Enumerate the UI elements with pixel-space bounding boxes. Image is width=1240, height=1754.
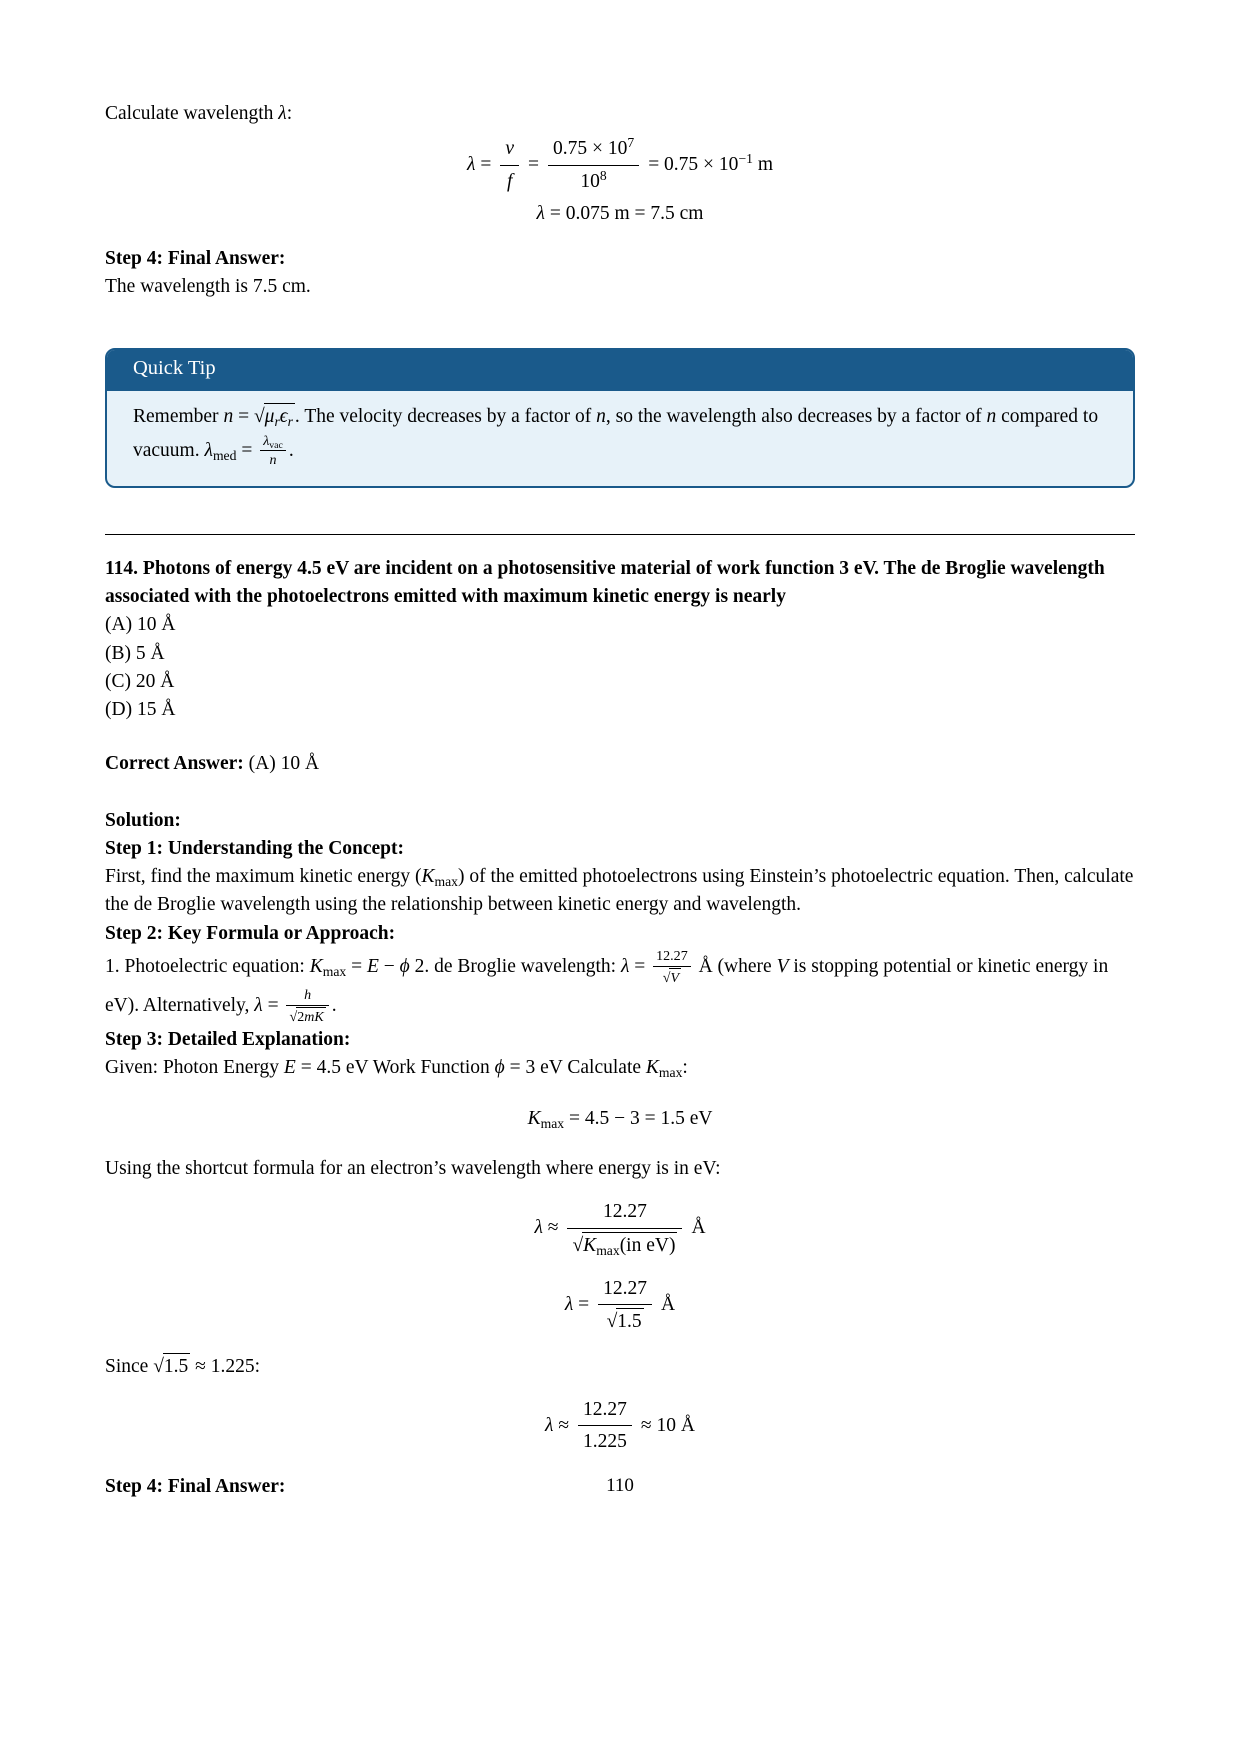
square-root xyxy=(289,1009,325,1025)
step4-text: The wavelength is 7.5 cm. xyxy=(105,276,311,298)
fraction-denominator xyxy=(653,966,691,988)
question-section xyxy=(105,555,1135,779)
fraction-numerator: 12.27 xyxy=(603,1277,648,1299)
correct-answer-line xyxy=(105,750,1135,778)
square-root xyxy=(607,1311,644,1332)
fraction-denominator: 1.225 xyxy=(578,1425,632,1454)
inline-fraction xyxy=(653,948,691,987)
equation-lambda-final xyxy=(105,1397,1135,1455)
radicand: 1.5 xyxy=(163,1353,190,1378)
square-root xyxy=(663,970,681,986)
radical-sign: √ xyxy=(153,1355,164,1377)
tip-text-before-sqrt: Remember n = xyxy=(133,406,254,428)
fraction-denominator: $10^8$ xyxy=(548,165,639,194)
since-text-before: Since xyxy=(105,1355,154,1377)
fraction xyxy=(578,1397,632,1455)
correct-answer-value: (A) 10 Å xyxy=(243,753,320,775)
equation-lambda-sqrt15 xyxy=(105,1276,1135,1335)
fraction-numerator: 12.27 xyxy=(656,947,688,964)
fraction-denominator xyxy=(286,1005,328,1027)
option-b: (B) 5 Å xyxy=(105,642,165,664)
quick-tip-box xyxy=(105,348,1135,488)
page-number: 110 xyxy=(606,1475,634,1496)
square-root xyxy=(572,1235,677,1256)
radicand: $K_{max}(in$ eV) xyxy=(582,1232,677,1257)
radicand: $\mu_r\epsilon_r$ xyxy=(264,403,295,428)
step3-label: Step 3: Detailed Explanation: xyxy=(105,1029,351,1051)
correct-answer-label: Correct Answer: xyxy=(105,753,244,775)
step1-text: First, find the maximum kinetic energy $(K_{max})$ of the emitted photoelectrons using Einstein’s photoelectric equation. Then, calculate the de Broglie wavelength using the relationship between kinetic energy and wavelength. xyxy=(105,866,1134,916)
step4-label: Step 4: Final Answer: xyxy=(105,248,286,270)
question-text: 114. Photons of energy 4.5 eV are incident on a photosensitive material of work function 3 eV. The de Broglie wavelength associated with the photoelectrons emitted with maximum kinetic energy is nearly xyxy=(105,557,1105,608)
radical-sign: √ xyxy=(606,1311,618,1333)
fraction-denominator: f xyxy=(500,165,519,194)
eq-lhs: λ = xyxy=(564,1294,590,1316)
eq-lhs: λ ≈ xyxy=(534,1217,559,1239)
eq-rhs: ≈ 10 Å xyxy=(640,1414,695,1436)
radicand: 1.5 xyxy=(616,1308,643,1333)
eq-rhs: Å xyxy=(691,1217,706,1239)
previous-solution-section xyxy=(105,100,1135,302)
step2-text-middle: Å (where V is stopping potential or kinetic energy in eV). Alternatively, λ = xyxy=(105,955,1109,1017)
fraction-denominator xyxy=(598,1304,652,1334)
section-divider xyxy=(105,534,1135,535)
solution-section xyxy=(105,807,1135,1501)
step3-given: Given: Photon Energy E = 4.5 eV Work Function ϕ = 3 eV Calculate $K_{max}$: xyxy=(105,1057,688,1081)
options-list xyxy=(105,611,1135,724)
tip-text-end: . xyxy=(288,439,294,461)
eq-text: $K_{max} = 4.5 - 3 = 1.5$ eV xyxy=(527,1107,713,1131)
radicand: 2mK xyxy=(297,1008,324,1025)
equals-sign: = xyxy=(527,153,539,175)
fraction xyxy=(598,1276,652,1335)
step2-text xyxy=(105,948,1135,1026)
square-root xyxy=(253,406,295,430)
radical-sign: √ xyxy=(572,1234,584,1256)
shortcut-text: Using the shortcut formula for an electron’s wavelength where energy is in eV: xyxy=(105,1157,721,1179)
eq-lhs: λ ≈ xyxy=(545,1414,570,1436)
tip-text-after-sqrt: . The velocity decreases by a factor of n, so the wavelength also decreases by a factor of n compared to vacuum. $\lambda_{med}$ = xyxy=(133,406,1099,463)
intro-line: Calculate wavelength λ: xyxy=(105,103,293,124)
fraction-denominator xyxy=(567,1228,682,1258)
square-root xyxy=(153,1356,190,1377)
final-step-label: Step 4: Final Answer: xyxy=(105,1475,286,1497)
radicand: V xyxy=(670,969,680,986)
since-text-after: ≈ 1.225: xyxy=(190,1355,261,1377)
fraction-numerator: v xyxy=(505,138,514,160)
fraction-v-over-f xyxy=(500,136,519,194)
radical-sign: √ xyxy=(253,406,265,428)
equation-lambda-result xyxy=(105,200,1135,228)
quick-tip-title: Quick Tip xyxy=(133,356,216,379)
step2-label: Step 2: Key Formula or Approach: xyxy=(105,922,396,944)
fraction-denominator: n xyxy=(260,450,286,470)
radical-sign: √ xyxy=(289,1008,298,1025)
step2-text-end: . xyxy=(331,995,337,1017)
since-line xyxy=(105,1353,1135,1381)
eq-text: λ = 0.075 m = 7.5 cm xyxy=(536,202,704,224)
option-c: (C) 20 Å xyxy=(105,670,175,692)
fraction-numeric xyxy=(548,136,639,194)
fraction-numerator: h xyxy=(304,987,312,1004)
option-a: (A) 10 Å xyxy=(105,614,176,636)
equation-lambda-vf xyxy=(105,136,1135,194)
equation-kmax xyxy=(105,1105,1135,1133)
inline-fraction xyxy=(260,433,286,470)
step1-label: Step 1: Understanding the Concept: xyxy=(105,837,405,859)
fraction-numerator: 12.27 xyxy=(603,1201,647,1223)
fraction-numerator: 12.27 xyxy=(583,1398,627,1420)
eq-rhs: = $0.75 \times 10^{-1}$ m xyxy=(648,151,773,175)
eq-rhs: Å xyxy=(661,1294,676,1316)
fraction-numerator: $\lambda_{vac}$ xyxy=(263,432,283,451)
equation-lambda-shortcut xyxy=(105,1199,1135,1258)
fraction-numerator: $0.75 \times 10^7$ xyxy=(552,135,635,160)
radical-sign: √ xyxy=(662,969,671,986)
quick-tip-body xyxy=(107,391,1133,485)
inline-fraction xyxy=(286,987,328,1026)
option-d: (D) 15 Å xyxy=(105,699,176,721)
eq-lhs: λ = xyxy=(467,153,492,175)
step2-text-before: 1. Photoelectric equation: $K_{max} = E - \phi$ 2. de Broglie wavelength: λ = xyxy=(105,955,651,980)
fraction xyxy=(567,1199,682,1258)
quick-tip-header xyxy=(107,350,1133,392)
solution-heading: Solution: xyxy=(105,809,181,831)
